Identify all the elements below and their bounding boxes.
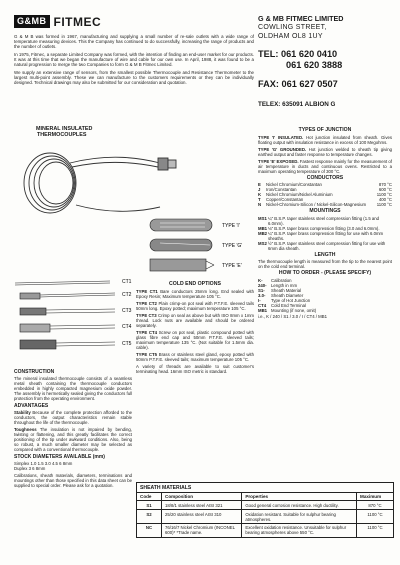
junction-label: TYPE 'I' INSULATED. [258,134,304,140]
cold-end-heading: COLD END OPTIONS [169,281,221,287]
order-example: i.e., K / 240 / S1 / 3.0 / I / CT4 / MB1 [258,313,328,319]
mounting-text: ½" B.S.P. taper stainless steel compression fitting for use with 6mm dia sheath. [268,240,386,251]
sheath-max: 1100 °C [367,525,383,531]
toughness-paragraph [14,427,132,452]
sheath-max: 1100 °C [357,510,394,524]
telex-number: TELEX: 635091 ALBION G [258,101,336,108]
conductor-temp: 870 °C [378,182,392,187]
toughness-text: The insulation is not impaired by bending, twisting or flattening, and this greatly facilitates the correct positioning of the tip under awkward conditions. Also, being so robust, a much smaller diameter may be selected as compared with a conventional thermocouple. [14,427,132,453]
sheath-max: 870 °C [357,501,394,510]
sheath-properties: Good general corrosion resistance. High ductility. [242,501,357,510]
ct2-label: CT2 [122,292,132,298]
mounting-code: MS1 [258,215,267,221]
cold-end-label: TYPE CT3 [136,313,157,318]
advantages-heading: ADVANTAGES [14,402,49,409]
cold-end-item [136,313,254,328]
conductor-row [258,202,392,207]
toughness-label: Toughness [14,427,37,433]
junction-item [258,147,392,157]
mounting-row [258,216,392,226]
calibration-note: Calibrations, sheath materials, diameters, terminations and mountings other than those specified in this data sheet can be supplied to special order. Please ask for a quotation. [14,473,133,489]
junction-label: TYPE 'G' GROUNDED. [258,146,307,152]
sheath-code: S2 [137,510,162,524]
stock-diameters-heading: STOCK DIAMETERS AVAILABLE (mm) [14,453,105,460]
sheath-heading: SHEATH MATERIALS [137,483,393,493]
column-header: Composition [162,493,242,501]
order-code: I- [258,297,261,303]
mounting-row [258,241,392,251]
cold-end-label: TYPE CT1 [136,289,158,294]
table-row [137,501,393,510]
conductor-code: J [258,187,261,192]
sheath-composition: 18/8/1 stainless steel AISI 321 [162,501,242,510]
length-text: The thermocouple length is measured from the tip to the nearest point on the cold end terminal. [258,259,392,269]
table-row [137,523,393,536]
junction-text: Hot junction welded to sheath tip giving earthed output and faster response to temperature changes. [258,146,392,157]
cold-end-item [136,352,254,362]
cold-end-item [136,330,254,350]
length-heading: LENGTH [314,251,336,258]
cold-end-text: Screw on pot seal, plastic compound potted with glass fibre end cap and 50mm P.T.F.E. sleeved tails; maximum temperature 135 °C. (Not suitable for 1.5mm dia. cable). [136,330,254,350]
intro-paragraph: G & M B was formed in 1967, manufacturing and supplying a small number of re-sale outlets with a wide range of temperature measuring devices. This the Company has continued to do successfully, increasing the range of products and the number of outlets. [14,34,254,50]
sheath-properties: Excellent oxidation resistance. Unsuitable for sulphur bearing atmospheres above 550 °C. [242,523,357,536]
intro-paragraph: In 1975, Fitmec, a separate Limited Company was formed, with the intention of finding an end-user market for our products. It was at this time that we began the manufacture of wire and cable for our own use. In April, 1988, it was found to be a natural progression to merge the two Companies to form G & M B Fitmec Limited. [14,51,254,68]
mounting-code: MS2 [258,240,267,246]
conductors-heading: CONDUCTORS [306,174,344,181]
drawing-title-line-2: THERMOCOUPLES [37,132,87,139]
logo-word: FITMEC [53,14,102,29]
junction-item [258,135,392,145]
construction-heading: CONSTRUCTION [14,369,55,375]
cold-end-item [136,289,254,299]
specification-column [258,126,392,319]
conductor-name: Nickel-Chromium-Silicon / Nickel-Silicon-Magnesium [266,202,367,207]
type-e-label: TYPE 'E' [222,263,242,269]
stability-paragraph [14,410,132,425]
construction-section [14,370,132,491]
cold-end-text: Plain crimp-on pot seal with P.T.F.E. sleeved tails 50mm long. Epoxy potted; maximum temperature 105 °C. [136,301,254,311]
order-text: Type of Hot Junction [271,297,311,303]
stability-text: Because of the complete protection afforded to the conductors, the output characteristics remain stable throughout the life of the thermocouple. [14,409,132,425]
address-line-2: OLDHAM OL8 1UY [258,33,323,40]
column-header: Maximum [357,493,394,501]
ct1-label: CT1 [122,279,132,285]
fax-number: FAX: 061 627 0507 [258,79,338,89]
junction-text: Hot junction insulated from sheath. Gives floating output with insulation resistance in excess of 100 Megohms. [258,134,393,145]
order-code: MB1 [258,307,268,313]
cold-end-item [136,301,254,311]
sheath-composition: 76/16/7 Nickel Chromium (INCONEL 600)* *Trade name. [162,523,242,536]
junction-label: TYPE 'E' EXPOSED. [258,158,299,164]
conductor-temp: 600 °C [378,187,392,192]
coiled-cable-illustration [24,153,176,213]
order-code: CT4 [258,302,267,308]
intro-text [14,34,254,88]
order-text: Mounting (if none, omit) [271,307,317,313]
junction-heading: TYPES OF JUNCTION [298,127,352,133]
sheath-code: NC [137,523,162,536]
ct4-label: CT4 [122,324,132,330]
sheath-materials-table [136,482,394,538]
order-text: Sheath Diameter [271,292,304,298]
junction-item [258,159,392,174]
company-logo [14,15,101,28]
order-row [258,308,392,313]
type-g-label: TYPE 'G' [222,243,243,249]
cold-end-label: TYPE CT2 [136,301,157,306]
order-code: 240- [258,282,267,288]
mounting-text: ⅛" B.S.P. taper brass compression fitting (3.0 and 6.0mm). [268,225,380,231]
cold-end-text: Bare conductors 25mm long. End sealed with Epoxy Resin; Maximum temperature 105 °C. [136,289,254,299]
cold-end-text: Crimp on seal as above but with ISO 8mm x 1mm thread. Lock nuts are available and should be ordered separately. [136,313,254,328]
stability-label: Stability [14,409,31,415]
telephone-block [258,49,342,71]
conductor-temp: 1100 °C [376,192,392,197]
conductor-name: Iron/Constantan [266,187,297,192]
type-i-label: TYPE 'I' [222,223,240,229]
mounting-code: MB2 [258,230,268,236]
conductor-code: E [258,182,261,187]
ct3-label: CT3 [122,308,132,314]
order-code: 3.0- [258,292,266,298]
cold-end-footer: A variety of threads are available to suit customer's terminating head. 16mm ISO metric is standard. [136,364,254,374]
order-text: Length in mm [271,282,298,288]
construction-text: The mineral insulated thermocouple consists of a seamless metal sheath containing the thermocouple conductors embedded in highly compacted magnesium oxide powder. The assembly is hermetically sealed giving the conductors full protection from the operating environment. [14,376,132,401]
mounting-text: ¼" B.S.P. taper stainless steel compression fitting (1.5 and 6.0mm). [268,215,380,226]
duplex-diameters: Duplex 3 6 8mm [14,465,46,471]
sheath-header-row [137,493,393,501]
cold-end-text: Brass or stainless steel gland, epoxy potted with 50mm P.T.F.E. sleeved tails; maximum temperature 105 °C. [136,352,254,362]
simplex-diameters: Simplex 1.0 1.5 3.0 4.5 6 8mm [14,460,73,466]
conductor-code: K [258,192,262,197]
mounting-row [258,231,392,241]
conductor-code: T [258,197,261,202]
conductor-name: Copper/Constantan [266,197,304,202]
ct5-label: CT5 [122,341,132,347]
company-address [258,14,398,41]
sheath-code: S1 [137,501,162,510]
conductor-temp: 1100 °C [376,202,392,207]
mounting-code: MB1 [258,225,268,231]
cold-end-label: TYPE CT5 [136,352,158,357]
sheath-properties: Oxidation resistant. Suitable for sulphur bearing atmospheres. [242,510,357,524]
conductor-name: Nickel Chromium/Constantan [266,182,322,187]
junction-type-illustrations [150,219,214,271]
mountings-heading: MOUNTINGS [309,208,341,214]
intro-paragraph: We supply an extensive range of sensors, from the smallest possible Thermocouple and Resistance Thermometer to the largest multi-point assembly. These we can manufacture to the customers requirements or they can be individually designed. Technical drawings may also be submitted for our consideration and quotation. [14,69,254,85]
company-name: G & MB FITMEC LIMITED [258,14,344,23]
cold-end-label: TYPE CT4 [136,330,158,335]
cold-end-illustrations [15,281,115,349]
drawing-title-line-1: MINERAL INSULATED [36,126,93,132]
mounting-text: ¼" B.S.P. taper brass compression fitting for use with 6.0mm sheaths. [268,230,384,241]
table-row [137,510,393,524]
conductor-code: N [258,202,262,207]
telephone-2: 061 620 3888 [286,60,343,70]
order-text: Sheath Material [271,287,302,293]
order-code: S1- [258,287,265,293]
telephone-1: TEL: 061 620 0410 [258,49,338,59]
conductor-temp: 400 °C [378,197,392,202]
sheath-composition: 25/20 stainless steel AISI 310 [162,510,242,524]
order-text: Cold End Terminal [271,302,307,308]
order-heading: HOW TO ORDER - (PLEASE SPECIFY) [278,270,372,276]
column-header: Code [137,493,162,501]
address-line-1: COWLING STREET, [258,24,327,31]
logo-mark: G&MB [14,15,50,28]
order-text: Calibration [271,277,292,283]
junction-text: Fastest response mainly for the measurement of air temperature in ducts and continuous ovens. Restricted to a maximum operating temperature of 300 °C. [258,158,392,174]
cold-end-options [136,282,254,376]
conductor-name: Nickel Chromium/Nickel Aluminium [266,192,333,197]
order-code: K- [258,277,263,283]
column-header: Properties [242,493,357,501]
